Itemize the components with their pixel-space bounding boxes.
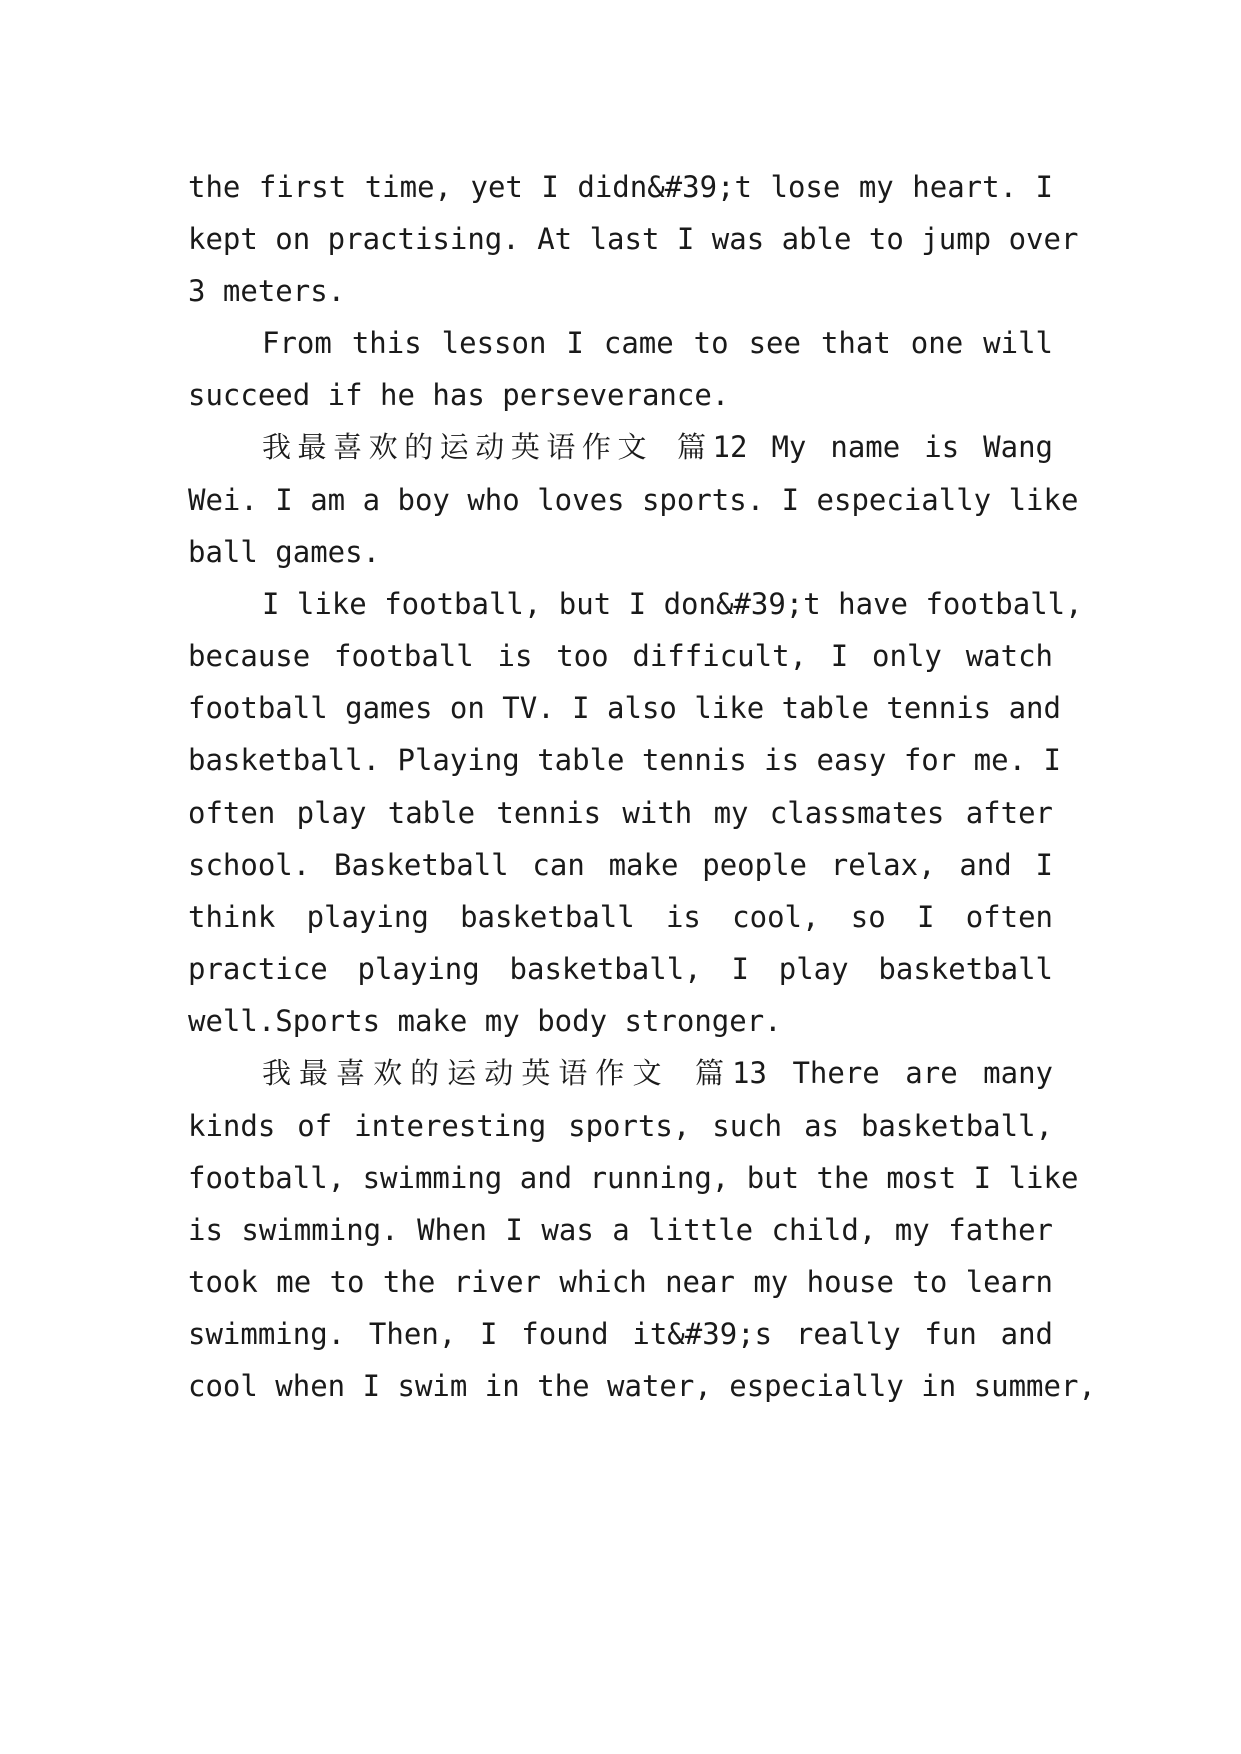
section-heading-line: 我最喜欢的运动英语作文 篇13 There are many [262,1056,1053,1090]
text-line: think playing basketball is cool, so I often [188,900,1053,934]
text-line: ball games. [188,535,381,569]
text-line: swimming. Then, I found it&#39;s really fun and [188,1317,1053,1351]
text-line: often play table tennis with my classmates after [188,796,1053,830]
text-line: football, swimming and running, but the most I like [188,1161,1079,1195]
text-line: basketball. Playing table tennis is easy for me. I [188,743,1061,777]
text-line: succeed if he has perseverance. [188,378,730,412]
text-line: took me to the river which near my house to learn [188,1265,1053,1299]
text-line: football games on TV. I also like table tennis and [188,691,1061,725]
text-line: kinds of interesting sports, such as basketball, [188,1109,1053,1143]
text-line: Wei. I am a boy who loves sports. I especially like [188,483,1079,517]
text-line: is swimming. When I was a little child, my father [188,1213,1053,1247]
text-line: cool when I swim in the water, especially in summer, [188,1369,1096,1403]
text-line: From this lesson I came to see that one will [262,326,1053,360]
text-line: well.Sports make my body stronger. [188,1004,782,1038]
text-line: practice playing basketball, I play basketball [188,952,1053,986]
text-line: the first time, yet I didn&#39;t lose my heart. I [188,170,1053,204]
text-line: because football is too difficult, I only watch [188,639,1053,673]
text-line: kept on practising. At last I was able to jump over [188,222,1079,256]
text-line: I like football, but I don&#39;t have football, [262,587,1083,621]
section-heading-line: 我最喜欢的运动英语作文 篇12 My name is Wang [262,430,1053,464]
text-line: school. Basketball can make people relax, and I [188,848,1053,882]
text-line: 3 meters. [188,274,346,308]
